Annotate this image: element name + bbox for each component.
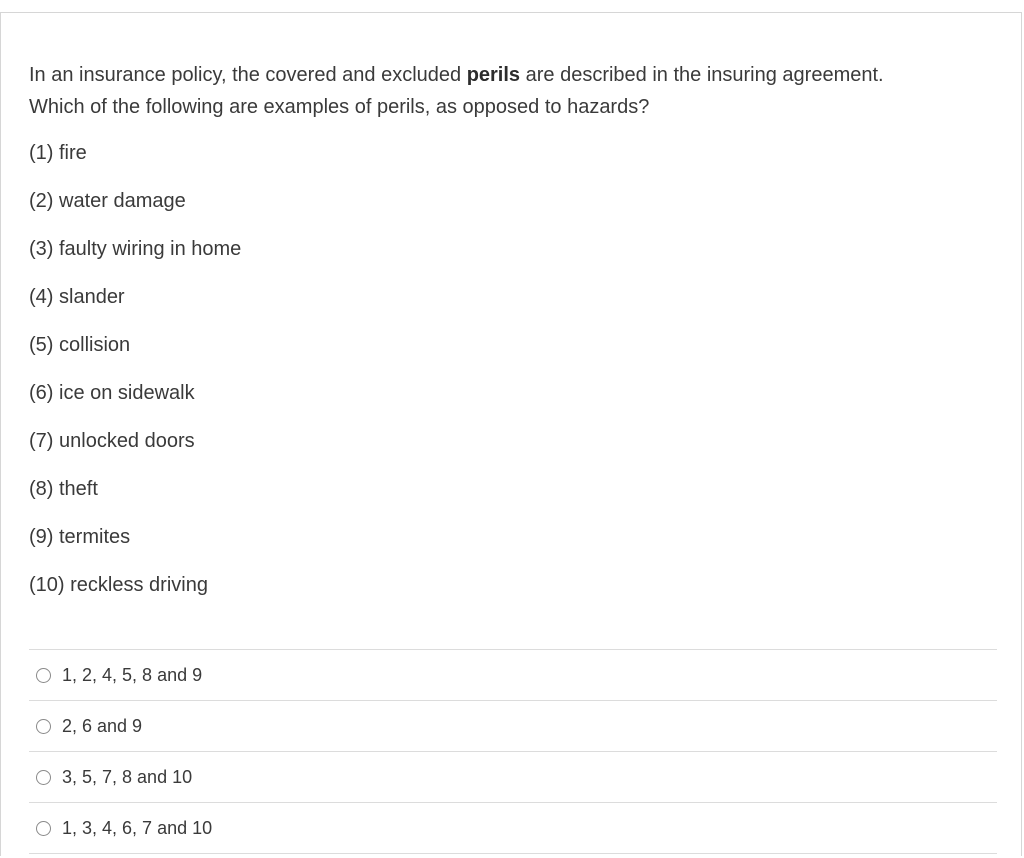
- list-item: (9) termites: [29, 526, 131, 548]
- answer-choices: [29, 649, 997, 854]
- list-item: (6) ice on sidewalk: [29, 382, 195, 404]
- answer-option-label: 1, 3, 4, 6, 7 and 10: [62, 817, 213, 838]
- question-line1-end: are described in the insuring agreement.: [520, 64, 884, 86]
- list-item: (8) theft: [29, 478, 98, 500]
- list-item: (4) slander: [29, 286, 125, 308]
- answer-option-4[interactable]: [29, 802, 997, 854]
- list-item: (3) faulty wiring in home: [29, 238, 242, 260]
- answer-option-1[interactable]: [29, 649, 997, 700]
- radio-unselected-icon[interactable]: [36, 719, 51, 734]
- list-item: (1) fire: [29, 142, 87, 164]
- list-item: (7) unlocked doors: [29, 430, 195, 452]
- question-line2: Which of the following are examples of perils, as opposed to hazards?: [29, 96, 650, 118]
- list-item: (5) collision: [29, 334, 131, 356]
- list-item: (10) reckless driving: [29, 574, 208, 596]
- answer-option-label: 1, 2, 4, 5, 8 and 9: [62, 664, 203, 685]
- question-text: [29, 59, 989, 123]
- radio-unselected-icon[interactable]: [36, 770, 51, 785]
- answer-option-label: 2, 6 and 9: [62, 715, 143, 736]
- radio-unselected-icon[interactable]: [36, 668, 51, 683]
- question-bold-term: perils: [466, 64, 521, 86]
- answer-option-2[interactable]: [29, 700, 997, 751]
- list-item: (2) water damage: [29, 190, 186, 212]
- radio-unselected-icon[interactable]: [36, 821, 51, 836]
- answer-option-3[interactable]: [29, 751, 997, 802]
- question-card: [0, 12, 1022, 856]
- answer-option-label: 3, 5, 7, 8 and 10: [62, 766, 193, 787]
- question-line1-start: In an insurance policy, the covered and excluded: [29, 64, 467, 86]
- peril-hazard-list: [29, 139, 241, 619]
